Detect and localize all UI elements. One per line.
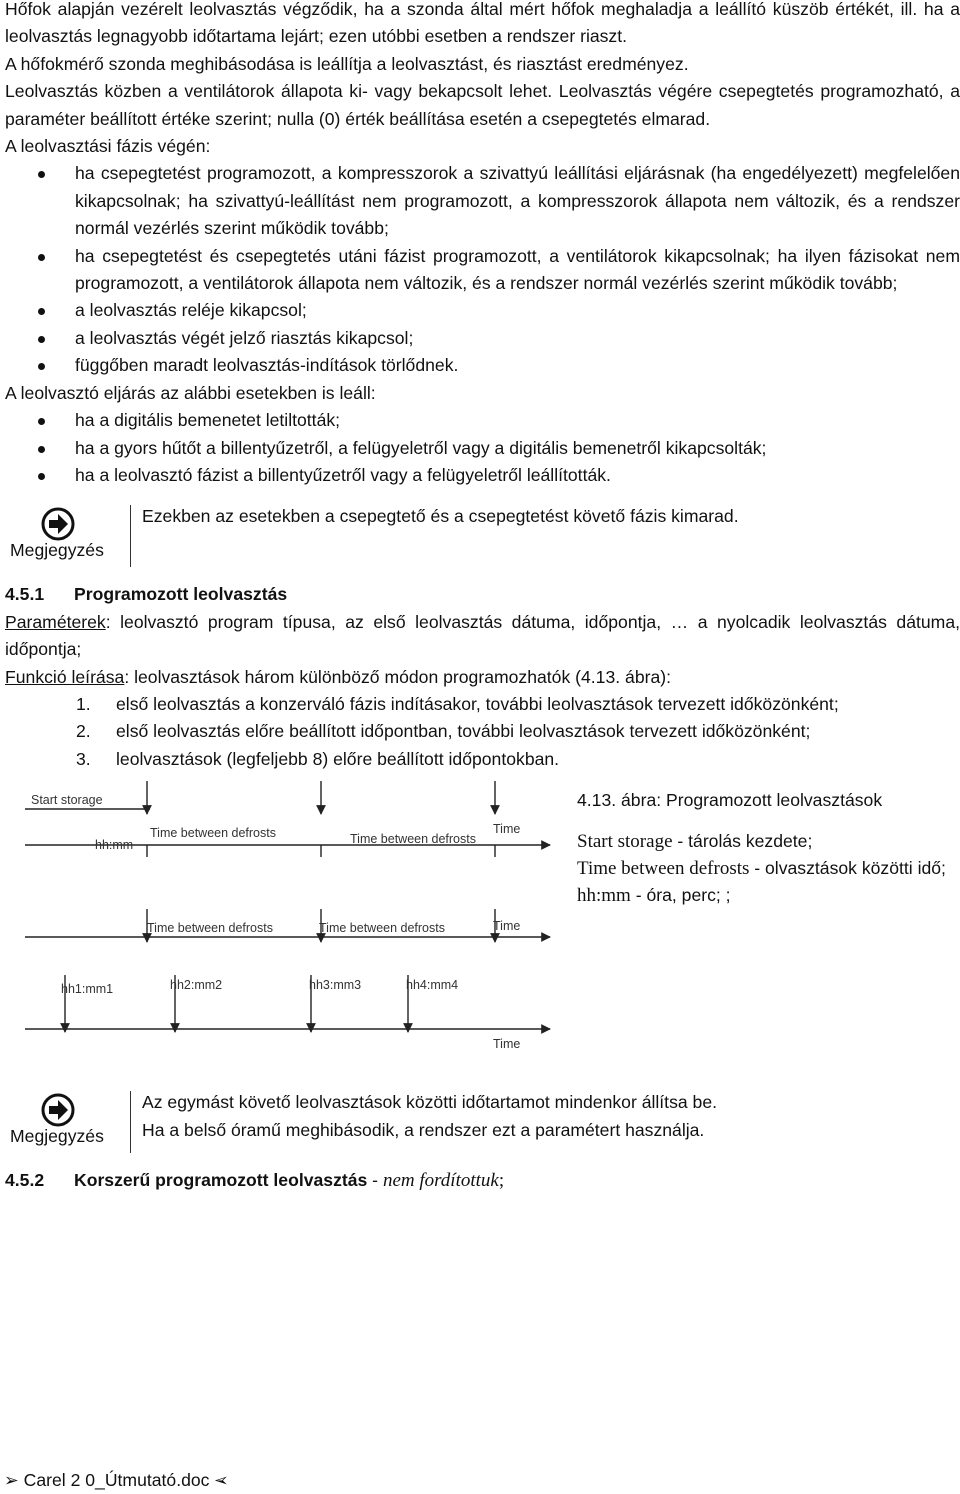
stop-cases-list <box>5 407 960 489</box>
list-item: ha a leolvasztó fázist a billentyűzetről vagy a felügyeletről leállították. <box>5 462 960 489</box>
arrow-right-circle-icon <box>41 507 75 541</box>
stop-intro: A leolvasztó eljárás az alábbi esetekben is leáll: <box>5 382 376 403</box>
time-axis-label: Time <box>493 822 521 837</box>
bullet-icon <box>38 418 45 425</box>
list-item: ha a digitális bemenetet letiltották; <box>5 407 960 434</box>
list-item: ha csepegtetést programozott, a kompresszorok a szivattyú leállítási eljárásnak (ha engedélyezett) megfelelően kikapcsolnak; ha szivattyú-leállítást nem programozott, a kompresszorok állapota nem változik, és a rendszer normál vezérlés szerint működik tovább; <box>5 160 960 242</box>
legend-item: Start storage - tárolás kezdete; <box>577 831 813 853</box>
list-item: a leolvasztás reléje kikapcsol; <box>5 297 960 324</box>
params-label: Paraméterek <box>5 611 106 632</box>
legend-item: Time between defrosts - olvasztások közötti idő; <box>577 858 946 880</box>
intro-paragraph-3: Leolvasztás közben a ventilátorok állapota ki- vagy bekapcsolt lehet. Leolvasztás végére csepegtetés programozható, a paraméter beállított értéke szerint; nulla (0) érték beállítása esetén a csepegtetés elmarad. <box>5 81 960 129</box>
defrost-timing-diagram <box>5 777 565 1077</box>
intro-paragraph-1: Hőfok alapján vezérelt leolvasztás végződik, ha a szonda által mért hőfok meghaladja a leállító küszöb értékét, ill. ha a leolvasztás legnagyobb időtartama lejárt; ezen utóbbi esetben a rendszer riaszt. <box>5 0 960 47</box>
hh1-label: hh1:mm1 <box>61 982 114 997</box>
section-heading-4-5-2: 4.5.2 Korszerű programozott leolvasztás - nem fordítottuk; <box>5 1170 505 1192</box>
params-paragraph: Paraméterek: leolvasztó program típusa, az első leolvasztás dátuma, időpontja, … a nyolcadik leolvasztás dátuma, időpontja; <box>5 611 960 660</box>
time-between-label: Time between defrosts <box>147 921 273 936</box>
section-heading-4-5-1: 4.5.1 Programozott leolvasztás <box>5 584 288 605</box>
hh3-label: hh3:mm3 <box>309 978 362 993</box>
time-between-label: Time between defrosts <box>150 826 276 841</box>
page-footer <box>4 1467 229 1494</box>
list-item: ha a gyors hűtőt a billentyűzetről, a felügyeletről vagy a digitális bemenetről kikapcsolták; <box>5 435 960 462</box>
list-item: ha csepegtetést és csepegtetés utáni fázist programozott, a ventilátorok kikapcsolnak; ha ilyen fázisokat nem programozott, a ventilátorok állapota nem változik, és a rendszer normál vezérlés szerint működik tovább; <box>5 243 960 298</box>
note-box-2 <box>5 1091 960 1161</box>
bullet-icon <box>38 171 45 178</box>
note-label: Megjegyzés <box>10 1126 104 1147</box>
footer-mark-icon: ➢ <box>4 1470 19 1490</box>
function-label: Funkció leírása <box>5 666 125 687</box>
figure-caption: 4.13. ábra: Programozott leolvasztások <box>577 790 883 811</box>
note-divider <box>130 505 131 567</box>
bullet-icon <box>38 336 45 343</box>
start-storage-label: Start storage <box>31 793 103 808</box>
legend-item: hh:mm - óra, perc; ; <box>577 885 731 907</box>
hh4-label: hh4:mm4 <box>406 978 459 993</box>
bullet-icon <box>38 308 45 315</box>
arrow-right-circle-icon <box>41 1093 75 1127</box>
list-item: 2. első leolvasztás előre beállított időpontban, további leolvasztások tervezett időközönként; <box>76 721 811 742</box>
figure-legend <box>577 787 960 909</box>
bullet-icon <box>38 363 45 370</box>
footer-filename: Carel 2 0_Útmutató.doc <box>23 1470 210 1490</box>
note-box-1 <box>5 505 960 575</box>
time-axis-label: Time <box>493 919 521 934</box>
hh2-label: hh2:mm2 <box>170 978 223 993</box>
hhmm-label: hh:mm <box>95 838 134 853</box>
note-text: Ezekben az esetekben a csepegtető és a csepegtetést követő fázis kimarad. <box>142 506 739 527</box>
figure-4-13 <box>5 777 960 1077</box>
defrost-modes-list <box>5 691 960 773</box>
time-between-label: Time between defrosts <box>350 832 476 847</box>
bullet-icon <box>38 473 45 480</box>
time-axis-label: Time <box>493 1037 521 1052</box>
list-item: a leolvasztás végét jelző riasztás kikapcsol; <box>5 325 960 352</box>
footer-mark-icon: ➢ <box>214 1470 230 1490</box>
note-text: Az egymást követő leolvasztások közötti időtartamot mindenkor állítsa be. Ha a belső óramű meghibásodik, a rendszer ezt a paramétert használja. <box>142 1092 718 1140</box>
intro-paragraph-4: A leolvasztási fázis végén: <box>5 136 211 157</box>
list-item: függőben maradt leolvasztás-indítások törlődnek. <box>5 352 960 379</box>
time-between-label: Time between defrosts <box>319 921 445 936</box>
list-item: 1. első leolvasztás a konzerváló fázis indításakor, további leolvasztások tervezett időközönként; <box>76 693 839 714</box>
list-item: 3. leolvasztások (legfeljebb 8) előre beállított időpontokban. <box>76 748 560 769</box>
note-label: Megjegyzés <box>10 540 104 561</box>
function-paragraph: Funkció leírása: leolvasztások három különböző módon programozhatók (4.13. ábra): <box>5 666 671 687</box>
bullet-icon <box>38 446 45 453</box>
document-page <box>5 0 960 1195</box>
note-divider <box>130 1091 131 1153</box>
bullet-icon <box>38 254 45 261</box>
intro-paragraph-2: A hőfokmérő szonda meghibásodása is leállítja a leolvasztást, és riasztást eredményez. <box>5 53 689 74</box>
defrost-end-list <box>5 160 960 379</box>
